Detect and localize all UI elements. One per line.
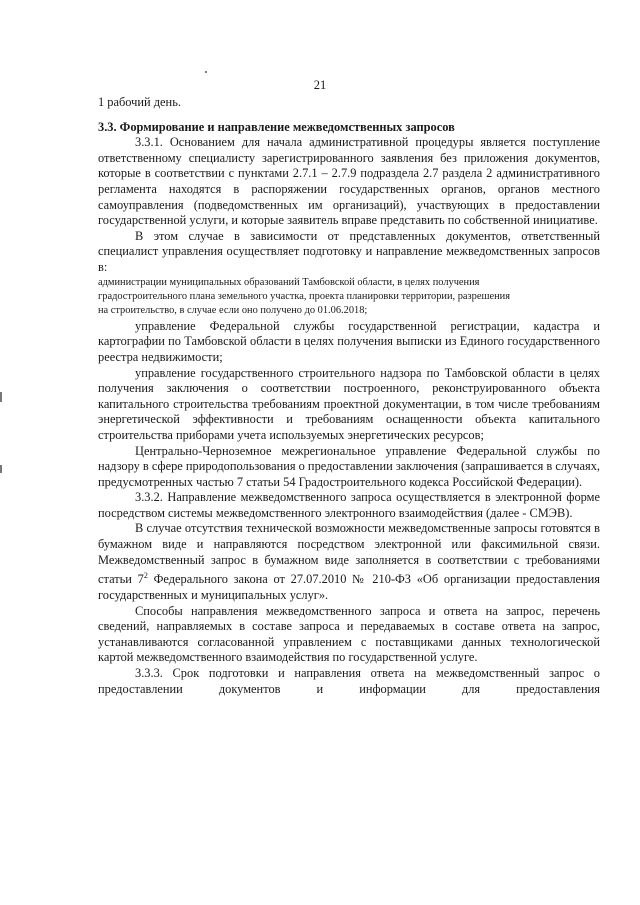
scan-artifact-dot [205, 71, 207, 73]
section-heading: 3.3. Формирование и направление межведомственных запросов [98, 119, 455, 134]
paragraph-text: Федерального закона от 27.07.2010 № 210-ФЗ «Об организации предоставления государственных и муниципальных услуг». [98, 572, 601, 602]
paragraph-3-3-3: 3.3.3. Срок подготовки и направления ответа на межведомственный запрос о предоставлении документов и информации для предоставления [98, 665, 600, 696]
paragraph: В этом случае в зависимости от представленных документов, ответственный специалист управления осуществляет подготовку и направление межведомственных запросов в: [98, 228, 600, 274]
paragraph-methods: Способы направления межведомственного запроса и ответа на запрос, перечень сведений, направляемых в составе запроса и передаваемых в составе ответа на запрос, устанавливаются согласованной управлением с поставщиками данных технологической картой межведомственного взаимодействия по государственной услуге. [98, 603, 600, 665]
paragraph-paper-form [98, 521, 600, 603]
page-number: 21 [313, 78, 327, 92]
paragraph-text: В случае отсутствия технической возможности межведомственные запросы готовятся в бумажном виде и направляются посредством электронной или факсимильной связи. Межведомственный запрос в бумажном виде заполняется в соответствии с требованиями статьи 7 [98, 521, 600, 587]
list-item-prirodnadzor: Центрально-Черноземное межрегиональное управление Федеральной службы по надзору в сфере природопользования о предоставлении заключения (запрашивается в случаях, предусмотренных частью 7 статьи 54 Градостроительного кодекса Российской Федерации). [98, 443, 600, 489]
paragraph-3-3-2: 3.3.2. Направление межведомственного запроса осуществляется в электронной форме посредством системы межведомственного электронного взаимодействия (далее - СМЭВ). [98, 490, 600, 520]
list-item-rosreestr: управление Федеральной службы государственной регистрации, кадастра и картографии по Тамбовской области в целях получения выписки из Единого государственного реестра недвижимости; [98, 318, 600, 364]
list-item-nadzor: управление государственного строительного надзора по Тамбовской области в целях получения заключения о соответствии построенного, реконструированного объекта капитального строительства требованиям проектной документации, в том числе требованиям энергетической эффективности и требованиям оснащенности объекта капитального строительства приборами учета используемых энергетических ресурсов; [98, 365, 600, 442]
margin-mark [0, 465, 2, 473]
list-item-admin-line-2: градостроительного плана земельного участка, проекта планировки территории, разрешения [98, 290, 510, 302]
paragraph-3-3-1: 3.3.1. Основанием для начала административной процедуры является поступление ответственному специалисту зарегистрированного заявления без приложения документов, которые в соответствии с пунктами 2.7.1 – 2.7.9 подраздела 2.7 раздела 2 административного регламента находятся в распоряжении государственных органов, органов местного самоуправления (подведомственных им организаций), участвующих в предоставлении государственной услуги, и которые заявитель вправе представить по собственной инициативе. [98, 135, 600, 228]
document-body [98, 95, 600, 697]
list-item-admin-line-3: на строительство, в случае если оно получено до 01.06.2018; [98, 305, 368, 317]
paragraph: 1 рабочий день. [98, 95, 181, 109]
list-item-admin-line-1: администрации муниципальных образований Тамбовской области, в целях получения [98, 276, 480, 288]
superscript: 2 [143, 571, 148, 581]
margin-mark [0, 392, 2, 402]
